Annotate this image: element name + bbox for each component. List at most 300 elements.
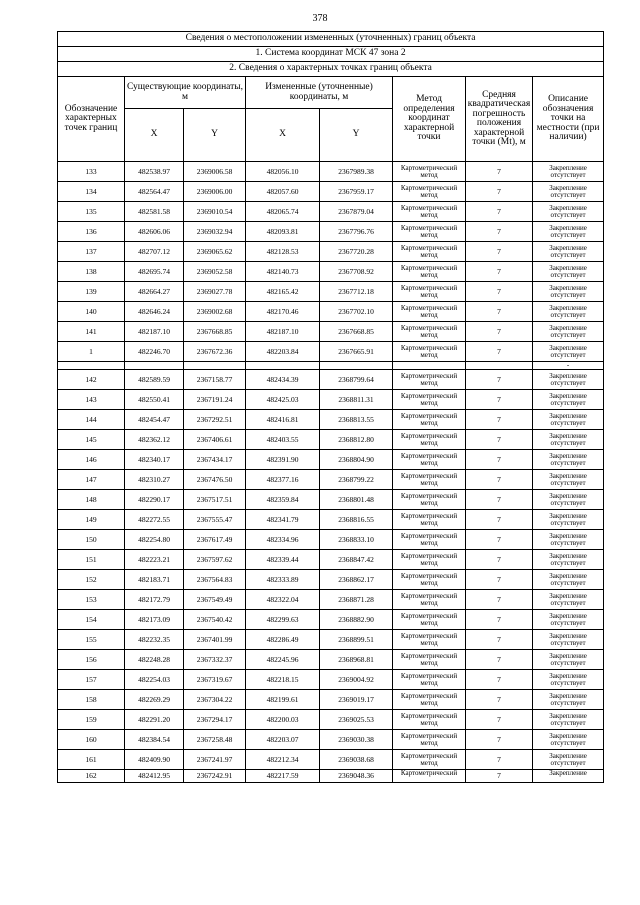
changed-x: 482377.16 — [246, 470, 320, 490]
changed-x: 482203.84 — [246, 342, 320, 362]
existing-y: 2367434.17 — [184, 450, 246, 470]
changed-x: 482217.59 — [246, 770, 320, 783]
boundary-points-table — [57, 31, 604, 783]
existing-x: 482291.20 — [125, 710, 184, 730]
point-description: Закрепление отсутствует — [533, 222, 604, 242]
error-mt: 7 — [466, 390, 533, 410]
changed-y: 2369004.92 — [320, 670, 393, 690]
changed-y: 2369048.36 — [320, 770, 393, 783]
error-mt: 7 — [466, 342, 533, 362]
existing-x: 482183.71 — [125, 570, 184, 590]
existing-y: 2369002.68 — [184, 302, 246, 322]
existing-y: 2369052.58 — [184, 262, 246, 282]
changed-y: 2368833.10 — [320, 530, 393, 550]
table-row — [58, 182, 604, 202]
table-row — [58, 222, 604, 242]
existing-y: 2369065.62 — [184, 242, 246, 262]
page-number: 378 — [312, 13, 328, 24]
method: Картометрический метод — [393, 342, 466, 362]
point-id: 141 — [58, 322, 125, 342]
table-row — [58, 510, 604, 530]
table-header — [58, 32, 604, 162]
error-mt: 7 — [466, 630, 533, 650]
error-mt: 7 — [466, 242, 533, 262]
changed-x: 482333.89 — [246, 570, 320, 590]
changed-x: 482165.42 — [246, 282, 320, 302]
existing-y: 2367294.17 — [184, 710, 246, 730]
table-row — [58, 690, 604, 710]
table-row — [58, 262, 604, 282]
point-description: Закрепление отсутствует — [533, 670, 604, 690]
point-description: Закрепление отсутствует — [533, 430, 604, 450]
error-mt: 7 — [466, 750, 533, 770]
method: Картометрический метод — [393, 410, 466, 430]
changed-x: 482334.96 — [246, 530, 320, 550]
changed-y: 2367879.04 — [320, 202, 393, 222]
changed-x: 482339.44 — [246, 550, 320, 570]
point-description: Закрепление отсутствует — [533, 322, 604, 342]
point-id: 160 — [58, 730, 125, 750]
existing-y: 2367158.77 — [184, 370, 246, 390]
table-row — [58, 610, 604, 630]
changed-x: 482391.90 — [246, 450, 320, 470]
point-description: Закрепление отсутствует — [533, 182, 604, 202]
method: Картометрический метод — [393, 470, 466, 490]
table-row — [58, 750, 604, 770]
point-id: 146 — [58, 450, 125, 470]
table-body-last — [58, 770, 604, 783]
table-row — [58, 770, 604, 783]
point-description: Закрепление отсутствует — [533, 630, 604, 650]
existing-y: 2367406.61 — [184, 430, 246, 450]
header-description: Описание обозначения точки на местности (при наличии) — [533, 77, 604, 162]
existing-y: 2367540.42 — [184, 610, 246, 630]
header-error: Средняя квадратическая погрешность положения характерной точки (Mt), м — [466, 77, 533, 162]
changed-x: 482187.10 — [246, 322, 320, 342]
existing-x: 482707.12 — [125, 242, 184, 262]
existing-x: 482606.06 — [125, 222, 184, 242]
changed-x: 482416.81 — [246, 410, 320, 430]
changed-x: 482140.73 — [246, 262, 320, 282]
error-mt: 7 — [466, 410, 533, 430]
point-id: 162 — [58, 770, 125, 783]
error-mt: 7 — [466, 222, 533, 242]
table-row — [58, 242, 604, 262]
changed-y: 2368804.90 — [320, 450, 393, 470]
method: Картометрический метод — [393, 690, 466, 710]
method: Картометрический метод — [393, 242, 466, 262]
coordinate-system-title: 1. Система координат МСК 47 зона 2 — [58, 47, 604, 62]
error-mt: 7 — [466, 302, 533, 322]
table-row — [58, 630, 604, 650]
header-method: Метод определения координат характерной точки — [393, 77, 466, 162]
point-id: 134 — [58, 182, 125, 202]
error-mt: 7 — [466, 570, 533, 590]
existing-x: 482290.17 — [125, 490, 184, 510]
changed-y: 2368811.31 — [320, 390, 393, 410]
existing-x: 482173.09 — [125, 610, 184, 630]
existing-x: 482412.95 — [125, 770, 184, 783]
point-id: 137 — [58, 242, 125, 262]
existing-y: 2367332.37 — [184, 650, 246, 670]
existing-x: 482223.21 — [125, 550, 184, 570]
point-id: 153 — [58, 590, 125, 610]
method: Картометрический метод — [393, 650, 466, 670]
table-body-part-2 — [58, 370, 604, 770]
section-title: 2. Сведения о характерных точках границ объекта — [58, 62, 604, 77]
table-row — [58, 650, 604, 670]
changed-y: 2367708.92 — [320, 262, 393, 282]
method: Картометрический метод — [393, 710, 466, 730]
table-row — [58, 430, 604, 450]
method: Картометрический метод — [393, 302, 466, 322]
changed-x: 482245.96 — [246, 650, 320, 670]
changed-y: 2368899.51 — [320, 630, 393, 650]
error-mt: 7 — [466, 182, 533, 202]
existing-x: 482246.70 — [125, 342, 184, 362]
existing-x: 482340.17 — [125, 450, 184, 470]
changed-y: 2369025.53 — [320, 710, 393, 730]
point-description: Закрепление отсутствует — [533, 262, 604, 282]
changed-x: 482218.15 — [246, 670, 320, 690]
error-mt: 7 — [466, 730, 533, 750]
changed-x: 482203.07 — [246, 730, 320, 750]
changed-y: 2368882.90 — [320, 610, 393, 630]
point-description: Закрепление отсутствует — [533, 570, 604, 590]
table-row — [58, 390, 604, 410]
point-id: 161 — [58, 750, 125, 770]
error-mt: 7 — [466, 690, 533, 710]
point-id: 143 — [58, 390, 125, 410]
table-row — [58, 322, 604, 342]
error-mt: 7 — [466, 282, 533, 302]
point-description: Закрепление отсутствует — [533, 590, 604, 610]
point-id: 155 — [58, 630, 125, 650]
error-mt: 7 — [466, 322, 533, 342]
point-description: Закрепление отсутствует — [533, 162, 604, 182]
changed-y: 2368862.17 — [320, 570, 393, 590]
point-id: 156 — [58, 650, 125, 670]
changed-y: 2367702.10 — [320, 302, 393, 322]
point-id: 139 — [58, 282, 125, 302]
method: Картометрический метод — [393, 610, 466, 630]
existing-y: 2369010.54 — [184, 202, 246, 222]
existing-x: 482272.55 — [125, 510, 184, 530]
existing-y: 2367191.24 — [184, 390, 246, 410]
point-description: Закрепление отсутствует — [533, 342, 604, 362]
point-id: 152 — [58, 570, 125, 590]
point-id: 145 — [58, 430, 125, 450]
point-id: 148 — [58, 490, 125, 510]
point-description: Закрепление отсутствует — [533, 282, 604, 302]
table-body-part-1 — [58, 162, 604, 362]
point-description: Закрепление отсутствует — [533, 370, 604, 390]
method: Картометрический метод — [393, 202, 466, 222]
existing-x: 482269.29 — [125, 690, 184, 710]
existing-x: 482664.27 — [125, 282, 184, 302]
method: Картометрический метод — [393, 550, 466, 570]
method: Картометрический метод — [393, 450, 466, 470]
method: Картометрический метод — [393, 590, 466, 610]
method: Картометрический метод — [393, 262, 466, 282]
method: Картометрический метод — [393, 182, 466, 202]
point-description: Закрепление отсутствует — [533, 510, 604, 530]
point-description: Закрепление отсутствует — [533, 710, 604, 730]
existing-x: 482550.41 — [125, 390, 184, 410]
error-mt: 7 — [466, 550, 533, 570]
method: Картометрический метод — [393, 430, 466, 450]
changed-x: 482403.55 — [246, 430, 320, 450]
changed-x: 482299.63 — [246, 610, 320, 630]
existing-y: 2367242.91 — [184, 770, 246, 783]
changed-y: 2368847.42 — [320, 550, 393, 570]
method: Картометрический метод — [393, 162, 466, 182]
changed-x: 482170.46 — [246, 302, 320, 322]
existing-y: 2369027.78 — [184, 282, 246, 302]
changed-y: 2368816.55 — [320, 510, 393, 530]
point-id: 159 — [58, 710, 125, 730]
error-mt: 7 — [466, 470, 533, 490]
table-row — [58, 710, 604, 730]
changed-y: 2368968.81 — [320, 650, 393, 670]
existing-y: 2367476.50 — [184, 470, 246, 490]
point-id: 150 — [58, 530, 125, 550]
table-row — [58, 570, 604, 590]
error-mt: 7 — [466, 670, 533, 690]
changed-y: 2369030.38 — [320, 730, 393, 750]
point-description: Закрепление отсутствует — [533, 550, 604, 570]
error-mt: 7 — [466, 530, 533, 550]
point-id: 144 — [58, 410, 125, 430]
point-id: 149 — [58, 510, 125, 530]
existing-y: 2367672.36 — [184, 342, 246, 362]
changed-y: 2368799.64 — [320, 370, 393, 390]
header-designation: Обозначение характерных точек границ — [58, 77, 125, 162]
changed-y: 2367668.85 — [320, 322, 393, 342]
table-row — [58, 470, 604, 490]
existing-x: 482254.03 — [125, 670, 184, 690]
existing-x: 482254.80 — [125, 530, 184, 550]
existing-y: 2367549.49 — [184, 590, 246, 610]
existing-x: 482538.97 — [125, 162, 184, 182]
separator-description: - — [533, 362, 604, 370]
existing-y: 2369032.94 — [184, 222, 246, 242]
point-id: 142 — [58, 370, 125, 390]
changed-x: 482128.53 — [246, 242, 320, 262]
existing-y: 2367241.97 — [184, 750, 246, 770]
existing-x: 482581.58 — [125, 202, 184, 222]
existing-y: 2367258.48 — [184, 730, 246, 750]
point-description: Закрепление отсутствует — [533, 750, 604, 770]
method: Картометрический — [393, 770, 466, 783]
error-mt: 7 — [466, 510, 533, 530]
point-description: Закрепление отсутствует — [533, 650, 604, 670]
method: Картометрический метод — [393, 370, 466, 390]
existing-y: 2367555.47 — [184, 510, 246, 530]
point-id: 147 — [58, 470, 125, 490]
changed-y: 2368813.55 — [320, 410, 393, 430]
changed-x: 482093.81 — [246, 222, 320, 242]
table-title: Сведения о местоположении измененных (уточненных) границ объекта — [58, 32, 604, 47]
error-mt: 7 — [466, 202, 533, 222]
changed-y: 2368812.80 — [320, 430, 393, 450]
point-description: Закрепление отсутствует — [533, 730, 604, 750]
point-description: Закрепление отсутствует — [533, 390, 604, 410]
changed-y: 2367796.76 — [320, 222, 393, 242]
changed-y: 2367665.91 — [320, 342, 393, 362]
changed-x: 482425.03 — [246, 390, 320, 410]
table-row — [58, 162, 604, 182]
header-existing-coordinates: Существующие координаты, м — [125, 77, 246, 109]
point-id: 133 — [58, 162, 125, 182]
existing-y: 2367597.62 — [184, 550, 246, 570]
changed-y: 2367712.18 — [320, 282, 393, 302]
table-row — [58, 530, 604, 550]
existing-y: 2367564.83 — [184, 570, 246, 590]
changed-y: 2367720.28 — [320, 242, 393, 262]
existing-x: 482248.28 — [125, 650, 184, 670]
existing-x: 482695.74 — [125, 262, 184, 282]
changed-x: 482200.03 — [246, 710, 320, 730]
method: Картометрический метод — [393, 490, 466, 510]
error-mt: 7 — [466, 490, 533, 510]
point-id: 138 — [58, 262, 125, 282]
header-existing-x: X — [125, 109, 184, 162]
existing-y: 2367319.67 — [184, 670, 246, 690]
point-description: Закрепление отсутствует — [533, 410, 604, 430]
header-changed-coordinates: Измененные (уточненные) координаты, м — [246, 77, 393, 109]
changed-y: 2367989.38 — [320, 162, 393, 182]
changed-x: 482056.10 — [246, 162, 320, 182]
error-mt: 7 — [466, 450, 533, 470]
changed-y: 2367959.17 — [320, 182, 393, 202]
header-existing-y: Y — [184, 109, 246, 162]
method: Картометрический метод — [393, 670, 466, 690]
method: Картометрический метод — [393, 530, 466, 550]
table-row — [58, 490, 604, 510]
table-row — [58, 202, 604, 222]
changed-y: 2368799.22 — [320, 470, 393, 490]
point-description: Закрепление отсутствует — [533, 610, 604, 630]
existing-y: 2367304.22 — [184, 690, 246, 710]
changed-y: 2368801.48 — [320, 490, 393, 510]
table-row — [58, 370, 604, 390]
table-row — [58, 342, 604, 362]
error-mt: 7 — [466, 710, 533, 730]
existing-x: 482409.90 — [125, 750, 184, 770]
point-id: 140 — [58, 302, 125, 322]
changed-y: 2369019.17 — [320, 690, 393, 710]
existing-y: 2367617.49 — [184, 530, 246, 550]
table-separator — [58, 362, 604, 370]
existing-x: 482362.12 — [125, 430, 184, 450]
method: Картометрический метод — [393, 222, 466, 242]
method: Картометрический метод — [393, 730, 466, 750]
table-row — [58, 550, 604, 570]
table-row — [58, 590, 604, 610]
point-description: Закрепление отсутствует — [533, 470, 604, 490]
existing-x: 482454.47 — [125, 410, 184, 430]
existing-x: 482564.47 — [125, 182, 184, 202]
error-mt: 7 — [466, 610, 533, 630]
error-mt: 7 — [466, 590, 533, 610]
table-row — [58, 410, 604, 430]
table-row — [58, 302, 604, 322]
point-description: Закрепление отсутствует — [533, 490, 604, 510]
error-mt: 7 — [466, 262, 533, 282]
error-mt: 7 — [466, 770, 533, 783]
changed-x: 482199.61 — [246, 690, 320, 710]
point-id: 1 — [58, 342, 125, 362]
changed-x: 482322.04 — [246, 590, 320, 610]
existing-y: 2367401.99 — [184, 630, 246, 650]
point-id: 157 — [58, 670, 125, 690]
error-mt: 7 — [466, 650, 533, 670]
method: Картометрический метод — [393, 282, 466, 302]
changed-x: 482057.60 — [246, 182, 320, 202]
method: Картометрический метод — [393, 630, 466, 650]
method: Картометрический метод — [393, 390, 466, 410]
table-row — [58, 450, 604, 470]
method: Картометрический метод — [393, 322, 466, 342]
point-description: Закрепление отсутствует — [533, 242, 604, 262]
point-description: Закрепление отсутствует — [533, 302, 604, 322]
existing-x: 482232.35 — [125, 630, 184, 650]
existing-y: 2369006.58 — [184, 162, 246, 182]
point-id: 154 — [58, 610, 125, 630]
point-id: 135 — [58, 202, 125, 222]
table-row — [58, 670, 604, 690]
point-description: Закрепление отсутствует — [533, 202, 604, 222]
changed-x: 482212.34 — [246, 750, 320, 770]
point-description: Закрепление отсутствует — [533, 450, 604, 470]
point-description: Закрепление отсутствует — [533, 530, 604, 550]
point-id: 158 — [58, 690, 125, 710]
existing-y: 2367292.51 — [184, 410, 246, 430]
existing-x: 482310.27 — [125, 470, 184, 490]
separator-row — [58, 362, 604, 370]
existing-x: 482589.59 — [125, 370, 184, 390]
error-mt: 7 — [466, 370, 533, 390]
header-changed-x: X — [246, 109, 320, 162]
changed-x: 482434.39 — [246, 370, 320, 390]
header-changed-y: Y — [320, 109, 393, 162]
method: Картометрический метод — [393, 750, 466, 770]
changed-x: 482341.79 — [246, 510, 320, 530]
method: Картометрический метод — [393, 570, 466, 590]
existing-x: 482646.24 — [125, 302, 184, 322]
changed-y: 2368871.28 — [320, 590, 393, 610]
changed-x: 482359.84 — [246, 490, 320, 510]
existing-x: 482172.79 — [125, 590, 184, 610]
method: Картометрический метод — [393, 510, 466, 530]
point-description: Закрепление — [533, 770, 604, 783]
error-mt: 7 — [466, 430, 533, 450]
point-id: 136 — [58, 222, 125, 242]
table-row — [58, 730, 604, 750]
point-description: Закрепление отсутствует — [533, 690, 604, 710]
existing-x: 482187.10 — [125, 322, 184, 342]
point-id: 151 — [58, 550, 125, 570]
changed-y: 2369038.68 — [320, 750, 393, 770]
existing-y: 2367668.85 — [184, 322, 246, 342]
existing-x: 482384.54 — [125, 730, 184, 750]
changed-x: 482286.49 — [246, 630, 320, 650]
existing-y: 2367517.51 — [184, 490, 246, 510]
error-mt: 7 — [466, 162, 533, 182]
changed-x: 482065.74 — [246, 202, 320, 222]
table-row — [58, 282, 604, 302]
